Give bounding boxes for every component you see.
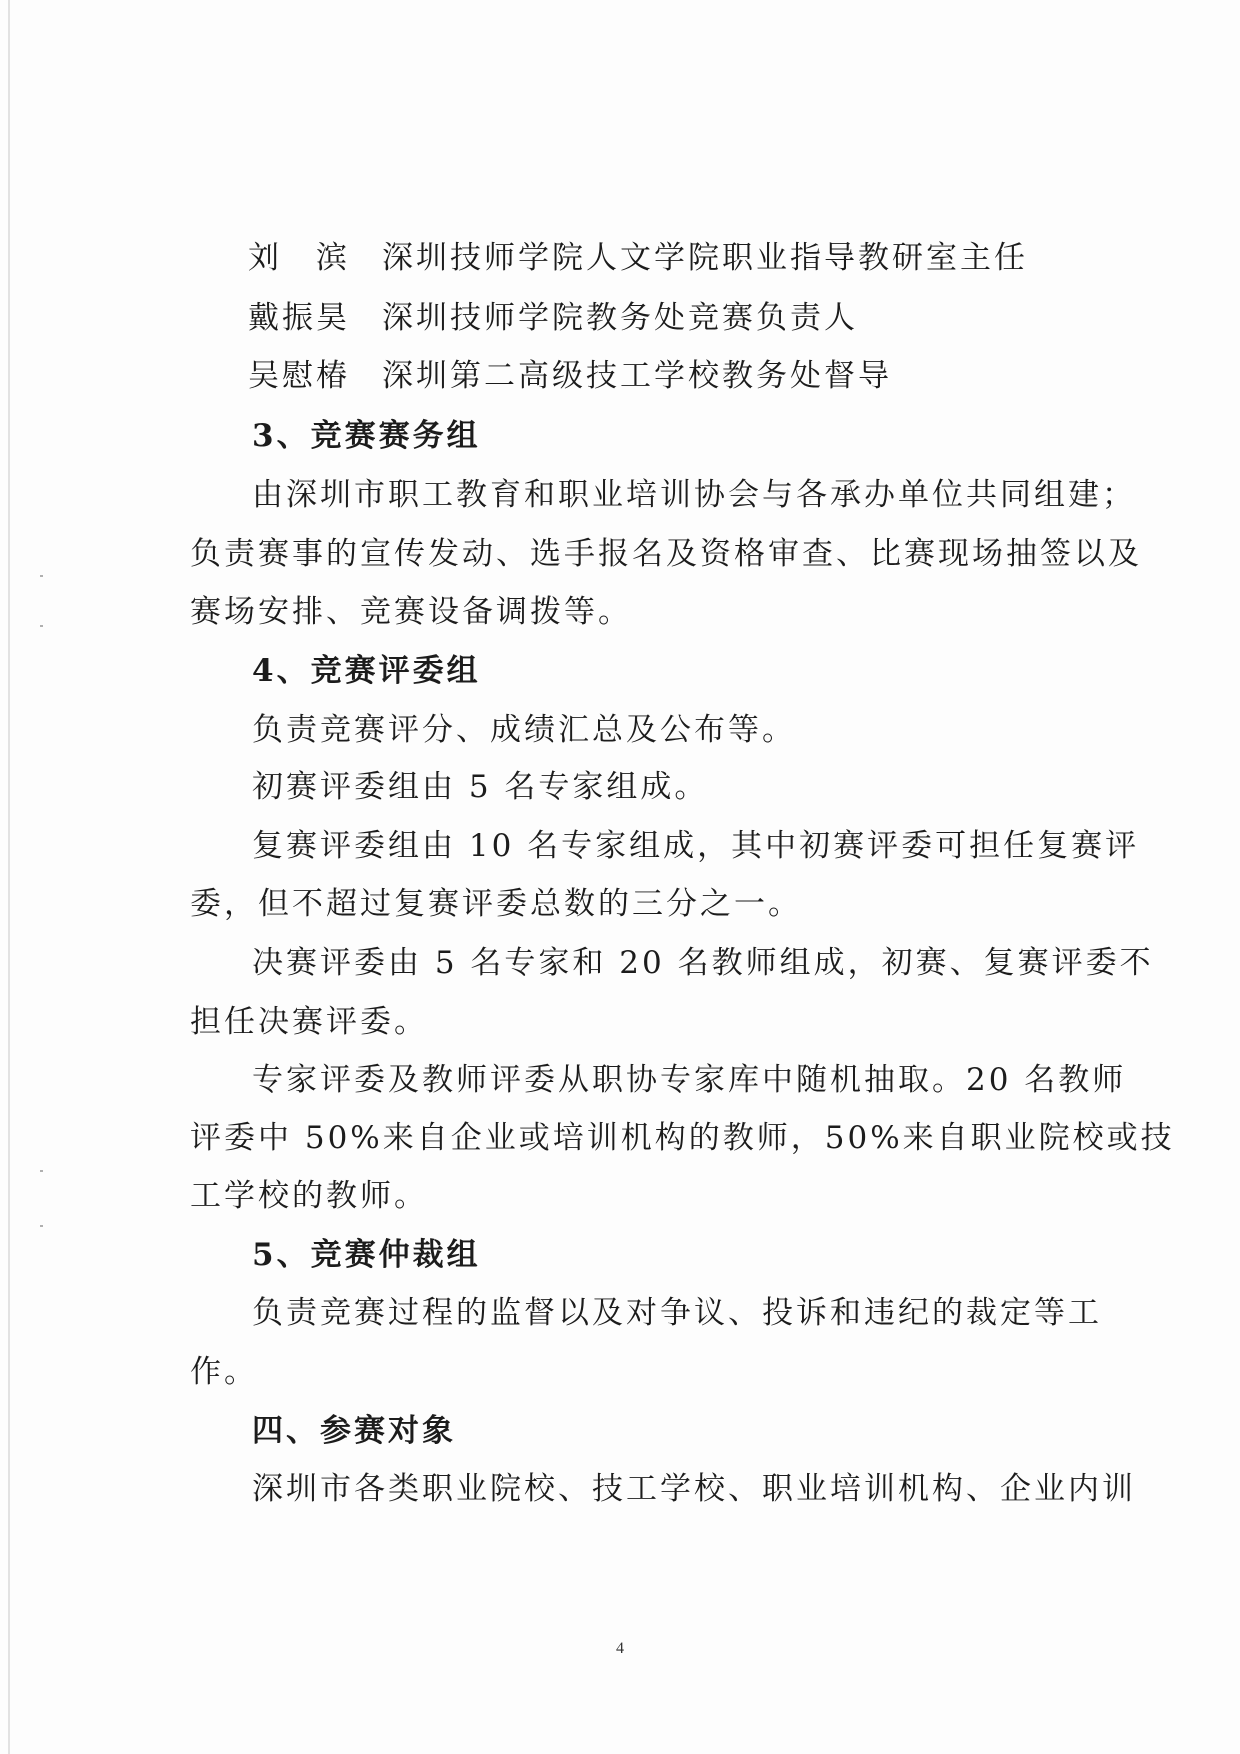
paragraph-line: 评委中 50%来自企业或培训机构的教师，50%来自职业院校或技 bbox=[190, 1120, 1175, 1156]
paragraph-line: 赛场安排、竞赛设备调拨等。 bbox=[190, 594, 632, 630]
member-name: 吴慰椿 bbox=[248, 358, 350, 394]
paragraph-line: 负责竞赛评分、成绩汇总及公布等。 bbox=[252, 712, 796, 748]
scan-edge bbox=[8, 0, 10, 1754]
member-unit: 深圳技师学院教务处竞赛负责人 bbox=[382, 300, 858, 336]
section-heading: 3、竞赛赛务组 bbox=[252, 418, 481, 454]
paragraph-line: 决赛评委由 5 名专家和 20 名教师组成，初赛、复赛评委不 bbox=[252, 945, 1154, 981]
paragraph-line: 负责赛事的宣传发动、选手报名及资格审查、比赛现场抽签以及 bbox=[190, 536, 1142, 572]
section-heading: 4、竞赛评委组 bbox=[252, 653, 481, 689]
paragraph-line: 负责竞赛过程的监督以及对争议、投诉和违纪的裁定等工 bbox=[252, 1295, 1102, 1331]
section-heading: 5、竞赛仲裁组 bbox=[252, 1237, 481, 1273]
paragraph-line: 深圳市各类职业院校、技工学校、职业培训机构、企业内训 bbox=[252, 1471, 1136, 1507]
scan-mark bbox=[40, 1225, 43, 1227]
paragraph-line: 担任决赛评委。 bbox=[190, 1004, 428, 1040]
paragraph-line: 复赛评委组由 10 名专家组成，其中初赛评委可担任复赛评 bbox=[252, 828, 1140, 864]
paragraph-line: 初赛评委组由 5 名专家组成。 bbox=[252, 769, 709, 805]
paragraph-line: 工学校的教师。 bbox=[190, 1178, 428, 1214]
member-unit: 深圳技师学院人文学院职业指导教研室主任 bbox=[382, 240, 1028, 276]
paragraph-line: 作。 bbox=[190, 1354, 258, 1390]
paragraph-line: 专家评委及教师评委从职协专家库中随机抽取。20 名教师 bbox=[252, 1062, 1127, 1098]
part-heading: 四、参赛对象 bbox=[252, 1413, 456, 1449]
member-name: 戴振昊 bbox=[248, 300, 350, 336]
paragraph-line: 由深圳市职工教育和职业培训协会与各承办单位共同组建； bbox=[252, 477, 1136, 513]
scan-mark bbox=[40, 575, 43, 577]
paragraph-line: 委，但不超过复赛评委总数的三分之一。 bbox=[190, 886, 802, 922]
scan-mark bbox=[40, 625, 43, 627]
page-number: 4 bbox=[616, 1640, 624, 1657]
member-unit: 深圳第二高级技工学校教务处督导 bbox=[382, 358, 892, 394]
member-name: 刘 滨 bbox=[248, 240, 350, 276]
scan-mark bbox=[40, 1170, 43, 1172]
